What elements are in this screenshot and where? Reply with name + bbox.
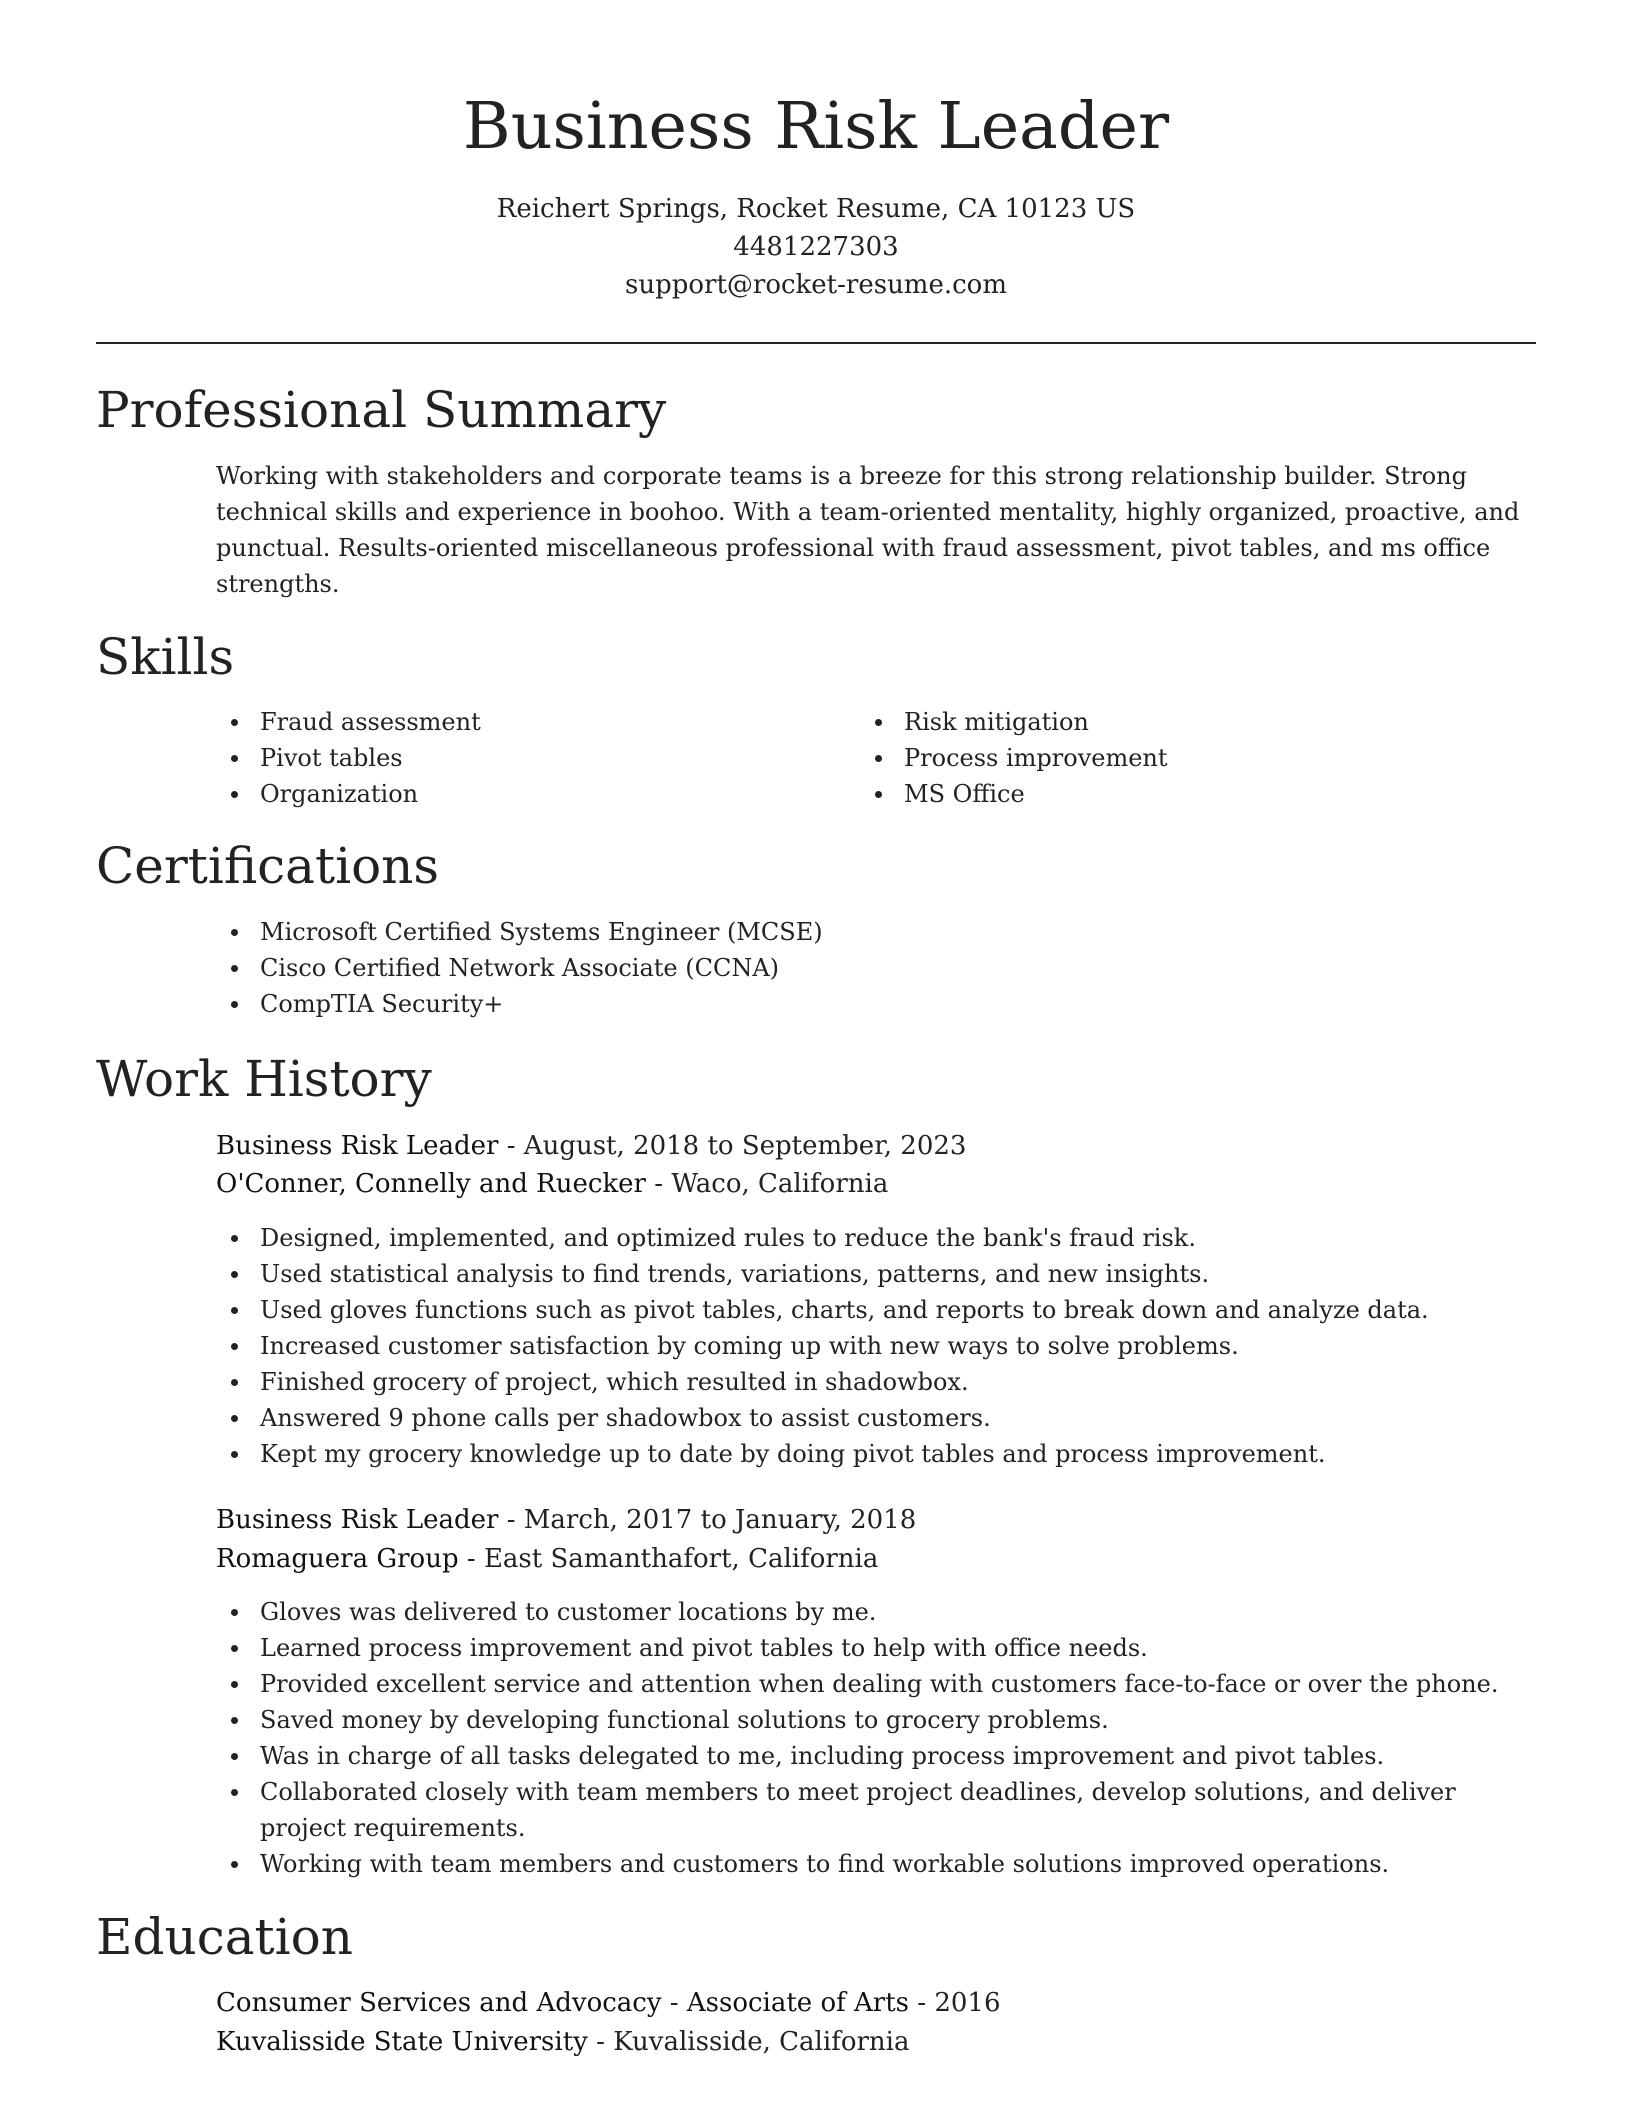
job-bullet: Gloves was delivered to customer locations by me. [216,1594,1536,1630]
contact-email: support@rocket-resume.com [624,270,1007,300]
contact-block [96,190,1536,304]
job-separator: - [654,1169,672,1199]
job-1-company-line [216,1165,888,1203]
education-location: Kuvalisside, California [613,2027,910,2057]
job-bullet: Used statistical analysis to find trends, variations, patterns, and new insights. [216,1256,1536,1292]
skills-list-right [860,704,1480,812]
summary-heading: Professional Summary [96,381,667,439]
skill-item: MS Office [860,776,1480,812]
education-degree: Associate of Arts [686,1988,909,2018]
job-bullet: Working with team members and customers to find workable solutions improved operations. [216,1846,1536,1882]
job-bullet: Designed, implemented, and optimized rules to reduce the bank's fraud risk. [216,1220,1536,1256]
summary-text: Working with stakeholders and corporate teams is a breeze for this strong relationship builder. Strong technical skills and experience in boohoo. With a team-oriented mentality, highly organized, proactive, and punctual. Results-oriented miscellaneous professional with fraud assessment, pivot tables, and ms office strengths. [216,462,1520,598]
education-separator: - [917,1988,935,2018]
education-separator: - [596,2027,614,2057]
job-role: Business Risk Leader [216,1131,499,1161]
job-2-bullets [216,1594,1536,1882]
job-bullet: Collaborated closely with team members to meet project deadlines, develop solutions, and deliver project requirements. [216,1774,1536,1846]
job-separator: - [506,1505,524,1535]
education-school-line [216,2023,909,2061]
education-school: Kuvalisside State University [216,2027,588,2057]
job-bullet: Kept my grocery knowledge up to date by doing pivot tables and process improvement. [216,1436,1536,1472]
education-program: Consumer Services and Advocacy [216,1988,662,2018]
job-company: Romaguera Group [216,1544,459,1574]
job-company: O'Conner, Connelly and Ruecker [216,1169,646,1199]
job-bullet: Provided excellent service and attention when dealing with customers face-to-face or over the phone. [216,1666,1536,1702]
job-bullet: Used gloves functions such as pivot tables, charts, and reports to break down and analyze data. [216,1292,1536,1328]
job-bullet: Saved money by developing functional solutions to grocery problems. [216,1702,1536,1738]
job-separator: - [506,1131,524,1161]
job-1-title-line [216,1127,966,1165]
candidate-name: Business Risk Leader [462,89,1170,164]
skill-item: Process improvement [860,740,1480,776]
job-dates: March, 2017 to January, 2018 [523,1505,917,1535]
skill-item: Pivot tables [216,740,836,776]
job-2-title-line [216,1501,916,1539]
education-program-line [216,1984,1001,2022]
certification-item: Microsoft Certified Systems Engineer (MCSE) [216,914,1516,950]
job-bullet: Was in charge of all tasks delegated to me, including process improvement and pivot tables. [216,1738,1536,1774]
job-role: Business Risk Leader [216,1505,499,1535]
job-bullet: Answered 9 phone calls per shadowbox to assist customers. [216,1400,1536,1436]
certification-item: CompTIA Security+ [216,986,1516,1022]
job-dates: August, 2018 to September, 2023 [523,1131,967,1161]
certification-item: Cisco Certified Network Associate (CCNA) [216,950,1516,986]
job-bullet: Learned process improvement and pivot tables to help with office needs. [216,1630,1536,1666]
education-separator: - [669,1988,687,2018]
header-divider [96,342,1536,344]
education-heading: Education [96,1908,353,1966]
certifications-heading: Certifications [96,837,440,895]
skills-heading: Skills [96,628,235,686]
contact-phone: 4481227303 [733,232,899,262]
certifications-list [216,914,1516,1022]
job-2-company-line [216,1540,878,1578]
skill-item: Fraud assessment [216,704,836,740]
skill-item: Organization [216,776,836,812]
job-1-bullets [216,1220,1536,1472]
work-history-heading: Work History [96,1050,432,1108]
skill-item: Risk mitigation [860,704,1480,740]
job-bullet: Finished grocery of project, which resulted in shadowbox. [216,1364,1536,1400]
contact-address: Reichert Springs, Rocket Resume, CA 10123 US [496,194,1136,224]
education-year: 2016 [934,1988,1001,2018]
job-location: East Samanthafort, California [483,1544,879,1574]
skills-list-left [216,704,836,812]
job-separator: - [466,1544,484,1574]
job-location: Waco, California [671,1169,889,1199]
job-bullet: Increased customer satisfaction by coming up with new ways to solve problems. [216,1328,1536,1364]
